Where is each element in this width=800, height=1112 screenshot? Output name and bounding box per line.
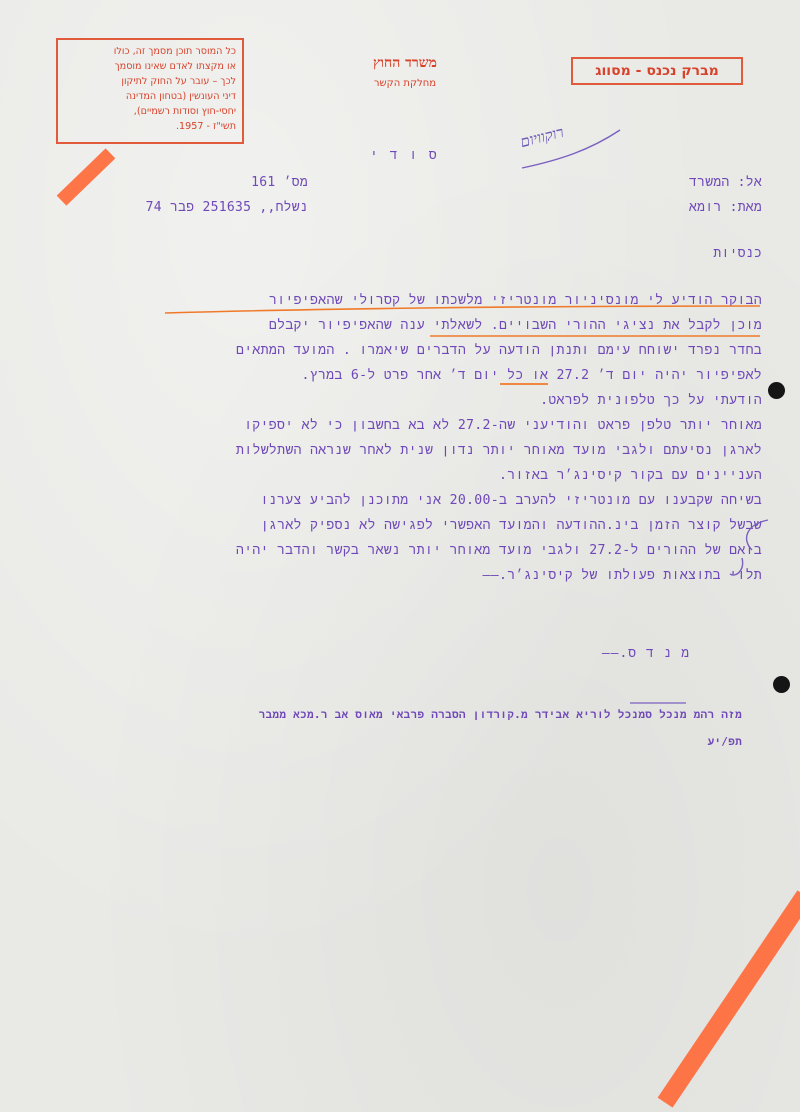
orange-underline (165, 306, 760, 313)
body-line: לאפיפיור יהיה יום ד׳ 27.2 או כל יום ד׳ אחר פרט ל-6 במרץ. (301, 368, 762, 383)
notice-line: דיני העונשין (בטחון המדינה (125, 91, 236, 102)
body-line: לארגן נסיעתם ולגבי מועד מאוחר יותר נדון שנית לאחר שנראה השתלשלות (236, 443, 762, 458)
body-line: הבוקר הודיע לי מונסיניור מונטריזי מלשכתו של קסרולי שהאפיפיור (268, 293, 762, 308)
recipient-line: אל: המשרד (689, 175, 762, 190)
ministry-name: משרד החוץ (373, 55, 437, 71)
body-line: שבשל קוצר הזמן בינ.ההודעה והמועד האפשרי לפגישה לא נספיק לארגן (260, 518, 762, 533)
pen-bracket (747, 520, 768, 550)
subject-line: כנסיות (713, 246, 762, 261)
classification-stamp: מברק נכנס - מסווג (571, 57, 743, 85)
classification-label: ס ו ד י (370, 148, 439, 163)
sender-line: מאת: רומא (689, 200, 762, 215)
department-name: מחלקת הקשר (373, 78, 437, 89)
signature: מ נ ד ס.—— (601, 646, 690, 661)
body-line: העניינים עם בקור קיסינג׳ר באזור. (499, 468, 762, 483)
notice-line: לכך – עובר על החוק לתיקון (121, 76, 236, 87)
body-line: בחדר נפרד ישוחח עימם ותנתן הודעה על הדברים שיאמרו . המועד המתאים (236, 343, 762, 358)
pen-tick (730, 558, 743, 575)
message-number: מס׳ 161 (251, 175, 308, 190)
notice-line: יחסי-חוץ וסודות רשמיים), (133, 106, 236, 117)
body-line: בואם של ההורים ל-27.2 ולגבי מועד מאוחר יותר נשאר בקשר והדבר יהיה (235, 543, 762, 558)
notice-line: תשי"ז - 1957. (175, 121, 236, 132)
handwritten-stroke (522, 130, 620, 168)
distribution-list: מזה רהמ מנכל סמנכל לוריא אבידר מ.קורדון הסברה פרבאי מאוס אב ר.מכא ממבר (258, 708, 742, 721)
body-line: מוכן לקבל את נציגי ההורי השבויים. לשאלתי ענה שהאפיפיור יקבלם (268, 318, 762, 333)
body-line: בשיחה שקבענו עם מונטריזי להערב ב-20.00 אני מתוכנן להביע צערנו (260, 493, 762, 508)
body-line: הודעתי על כך טלפונית לפראט. (540, 393, 762, 408)
notice-line: כל המוסר תוכן מסמך זה, כולו (113, 46, 236, 57)
body-line: תלוי בתוצאות פעולתו של קיסינג׳ר.—– (482, 568, 762, 583)
notice-line: או מקצתו לאדם שאינו מוסמך (114, 61, 236, 72)
body-line: מאוחר יותר טלפן פראט והודיעני שה-27.2 לא בא בחשבון כי לא יספיקו (244, 418, 762, 433)
sent-line: נשלח,, 251635 פבר 74 (145, 200, 308, 215)
handwritten-note: רוקוויום (518, 122, 566, 152)
distribution-code: תפ/יע (707, 735, 742, 748)
